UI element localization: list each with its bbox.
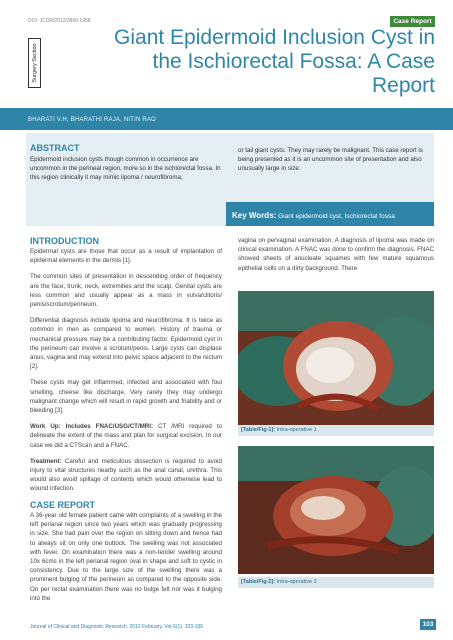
section-label xyxy=(28,38,41,88)
introduction-heading: INTRODUCTION xyxy=(30,236,99,246)
figure-2-image xyxy=(238,446,434,574)
figure-2-label: [Table/Fig-2]: xyxy=(241,579,276,585)
intro-paragraph: Differential diagnosis include lipoma and neurofibroma. It is twice as common in men as compared to women. History of trauma or mechanical pressure may be a contributing factor. Epidermoid cyst in the perineum can involve a scrotum/penis. Large cysts can displace anus, vagina and may extend into pelvic space adjacent to the rectum [2]. xyxy=(30,317,222,371)
figure-2-caption xyxy=(238,577,434,588)
intro-paragraph: The common sites of presentation in descending order of frequency are the face, trunk, neck, extremities and the scalp. Genital cysts are less common and usually appear as a mass in vulva/clitoris/ penis/scrotum/perineum. xyxy=(30,273,222,309)
figure-2-caption-text: Intra-operative 2 xyxy=(276,579,317,585)
case-report-heading: CASE REPORT xyxy=(30,500,96,510)
doi-text: DOI: JCDR/2012/3860:1958 xyxy=(28,18,91,24)
intro-paragraph xyxy=(30,457,222,494)
case-report-body: A 36-year old female patient came with complaints of a swelling in the left perianal region since two years which was gradually progressing in size. She had pain over the region on sitting down and hence had to always sit on only one buttock. The swelling was not associated with fever. On examination there was a non-tender swelling around 10x 6cms in the left perianal region oval in shape and soft to cystic in consistency. Due to the large size of the swelling there was a prominent bulging of the perineum as compared to the opposite side. On per rectal examination there was no bulge felt nor was it bulging into the xyxy=(30,512,222,602)
surgical-photo-2 xyxy=(238,446,434,574)
figure-1-label: [Table/Fig-1]: xyxy=(241,427,276,433)
figure-1-image xyxy=(238,291,434,425)
surgical-photo-1 xyxy=(238,291,434,425)
case-report-badge: Case Report xyxy=(390,16,435,27)
journal-footer: Journal of Clinical and Diagnostic Research. 2012 February, Vol-6(1): 103-105 xyxy=(30,624,204,630)
abstract-text-right: or tail giant cysts. They may rarely be malignant. This case report is being presented as it is an uncommon site of presentation and also unusually large in size. xyxy=(238,147,423,172)
keywords-text: Giant epidermoid cyst, Ischiorectal fossa xyxy=(278,213,395,220)
workup-text: CT /MRI required to delineate the extent of the mass and plan for surgical excision. In our case we did a CTScan and a FNAC. xyxy=(30,423,222,449)
author-list: BHARATI V.H, BHARATHI RAJA, NITIN RAO xyxy=(28,117,156,123)
section-label-text: Surgery Section xyxy=(31,43,38,83)
page-number: 103 xyxy=(420,619,436,630)
treatment-label: Treatment: xyxy=(30,457,62,465)
abstract-text-left: Epidermoid inclusion cysts though common in occurrence are uncommon in the perineal region, more so in the ischiorectal fossa. In this region clinically it may mimic lipoma / neurofibroma, xyxy=(30,156,221,181)
abstract-heading: ABSTRACT xyxy=(30,143,80,153)
treatment-text: Careful and meticulous dissection is required to avoid injury to vital structures nearby such as the anal canal, urethra. This would also avoid spillage of contents which would otherwise lead to wound infection. xyxy=(30,457,222,493)
figure-1-caption-text: Intra-operative 1 xyxy=(276,427,317,433)
keywords xyxy=(232,211,395,220)
article-title: Giant Epidermoid Inclusion Cyst in the Ischiorectal Fossa: A Case Report xyxy=(114,26,435,97)
intro-paragraph: These cysts may get inflammed, infected and associated with foul smelling, cheese like discharge. Very rarely they may undergo malignant change which will result in rapid growth and friability and or bleeding [3]. xyxy=(30,379,222,415)
intro-paragraph xyxy=(30,422,222,450)
figure-1-caption xyxy=(238,425,434,436)
intro-paragraph: Epidermal cysts are those that occur as a result of implantation of epidermal elements in the dermis [1]. xyxy=(30,248,222,265)
right-column-text: vagina on pervaginal examination. A diagnosis of lipoma was made on clinical examination. A FNAC was done to confirm the diagnosis. FNAC showed sheets of anucleate squames with few mature squamous epithelial cells on a dirty background. There xyxy=(238,237,434,272)
keywords-label: Key Words: xyxy=(232,211,277,220)
workup-label: Work Up: Includes FNAC/USG/CT/MRI: xyxy=(30,423,154,431)
introduction-body xyxy=(30,247,222,501)
